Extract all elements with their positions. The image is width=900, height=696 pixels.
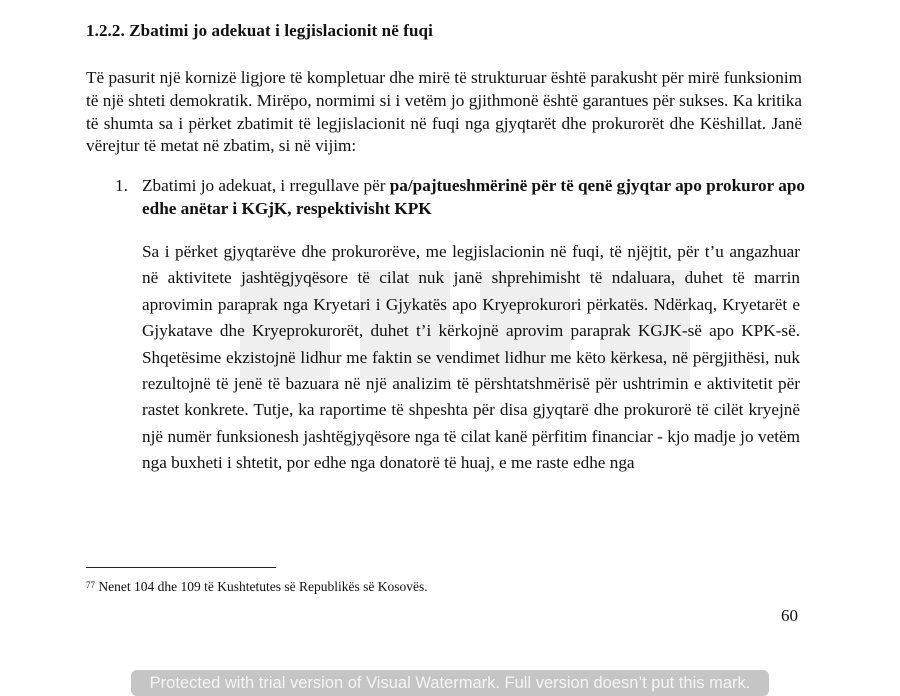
page-number: 60 (781, 606, 798, 625)
section-heading: 1.2.2. Zbatimi jo adekuat i legjislacionit në fuqi (86, 21, 433, 40)
clipped-previous-line (86, 0, 806, 2)
body-paragraph: Sa i përket gjyqtarëve dhe prokurorëve, me legjislacionin në fuqi, të njëjtit, për t’u angazhuar në aktivitete jashtëgjyqësore të cilat nuk janë shprehimisht të ndaluara, duhet të marrin aprovimin paraprak nga Kryetari i Gjykatës apo Kryeprokurori përkatës. Ndërkaq, Kryetarët e Gjykatave dhe Kryeprokurorët, duhet t’i kërkojnë aprovim paraprak KGJK-së apo KPK-së. Shqetësime ekzistojnë lidhur me faktin se vendimet lidhur me këto kërkesa, në përgjithësi, nuk rezultojnë të jenë të bazuara në një analizim të përshtatshmërisë për ushtrimin e aktivitetit për rastet konkrete. Tutje, ka raportime të shpeshta për disa gjyqtarë dhe prokurorë të cilët kryejnë një numër funksionesh jashtëgjyqësore nga të cilat kanë përfitim financiar - kjo madje jo vetëm nga buxheti i shtetit, por edhe nga donatorë të huaj, e me raste edhe nga (142, 242, 800, 473)
list-item-text (142, 174, 805, 220)
list-item-text-bold: pa/pajtueshmërinë për të qenë gjyqtar apo prokuror apo edhe anëtar i KGjK, respektivisht KPK (142, 176, 805, 218)
list-item-number: 1. (115, 176, 128, 195)
list-item-text-plain: Zbatimi jo adekuat, i rregullave për (142, 176, 390, 195)
footnote-divider (86, 567, 276, 568)
footnote-marker: 77 (86, 580, 95, 590)
footnote (86, 576, 428, 596)
footnote-text: Nenet 104 dhe 109 të Kushtetutes së Republikës së Kosovës. (95, 579, 428, 594)
intro-paragraph: Të pasurit një kornizë ligjore të kompletuar dhe mirë të strukturuar është parakusht për mirë funksionim të një shteti demokratik. Mirëpo, normimi si i vetëm jo gjithmonë është garantues për sukses. Ka kritika të shumta sa i përket zbatimit të legjislacionit në fuqi nga gjyqtarët dhe prokurorët dhe Këshillat. Janë vërejtur të metat në zbatim, si në vijim: (86, 68, 802, 156)
list-item (115, 174, 805, 220)
watermark-banner: Protected with trial version of Visual Watermark. Full version doesn’t put this mark. (131, 670, 769, 696)
